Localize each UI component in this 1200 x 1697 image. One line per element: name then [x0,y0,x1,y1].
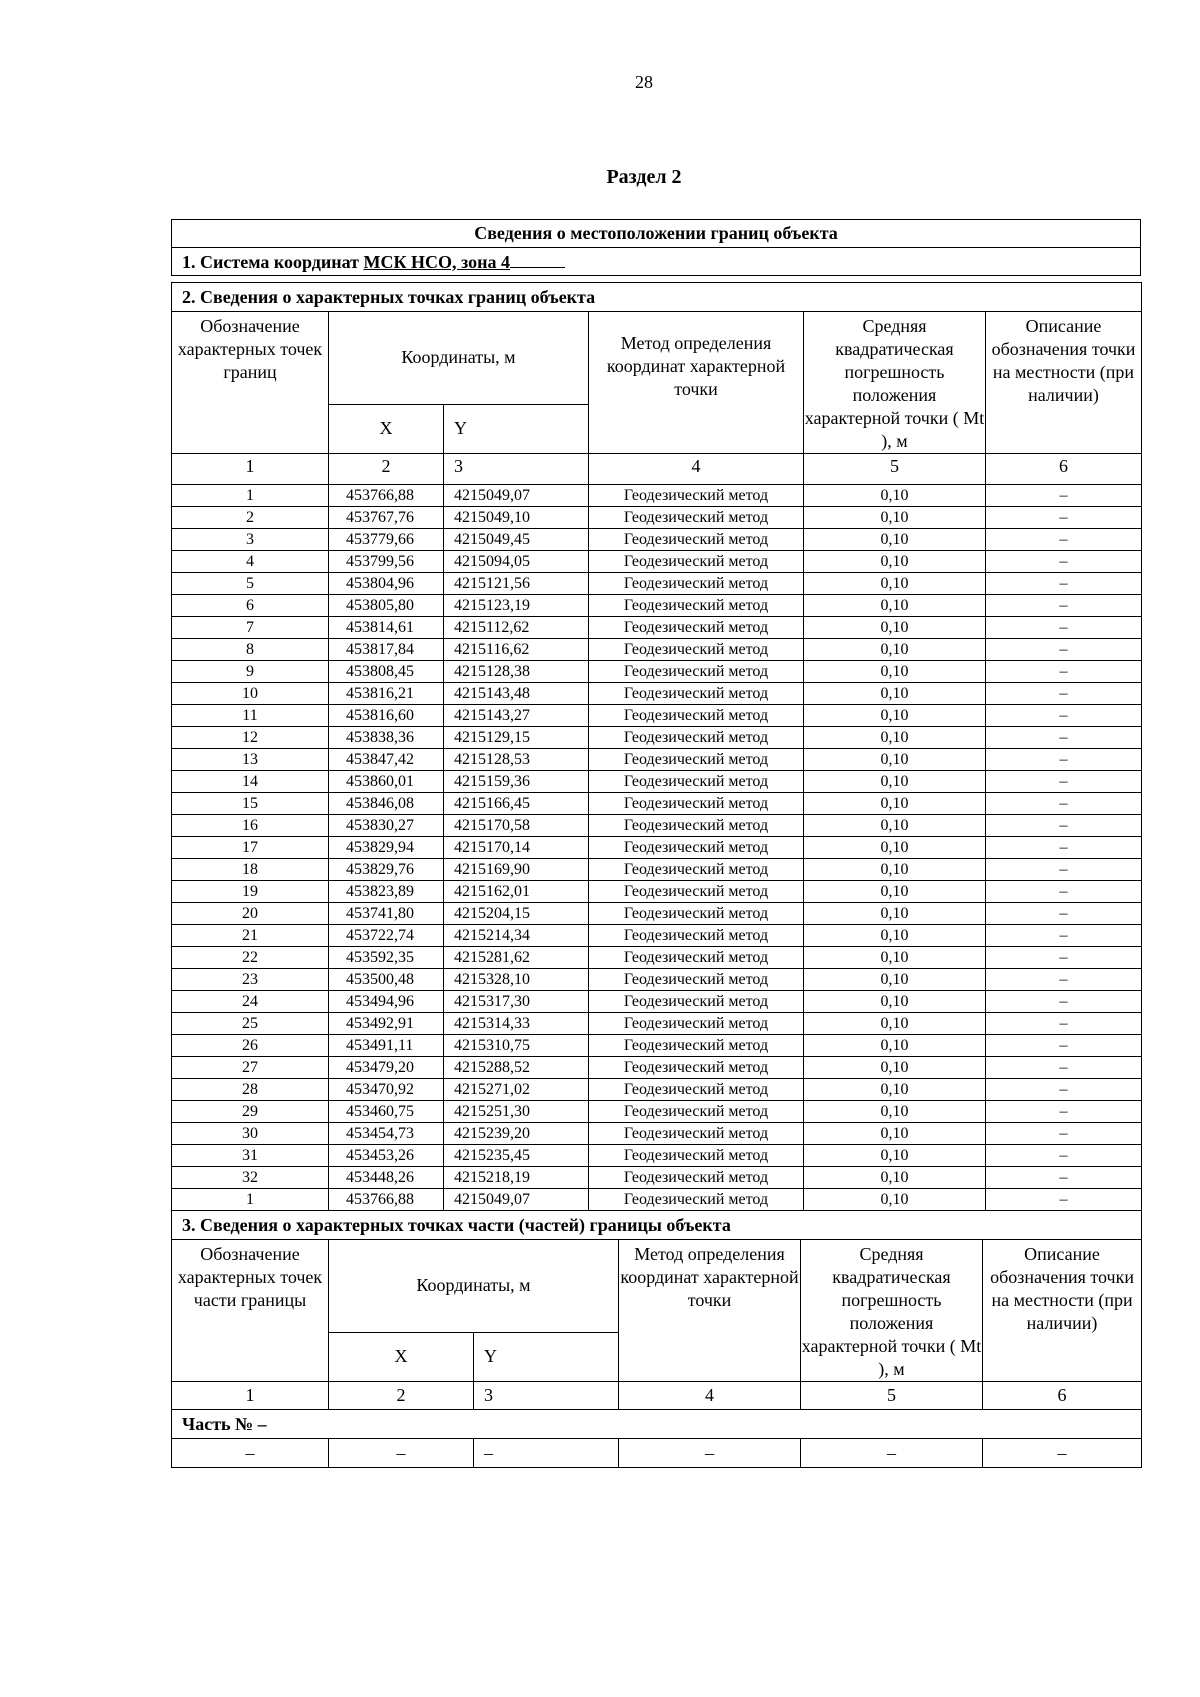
table-cell: – [986,1079,1142,1101]
table-cell: 453479,20 [329,1057,444,1079]
table-cell: 4215281,62 [444,947,589,969]
column-number: 5 [801,1382,983,1410]
table-cell: 0,10 [804,947,986,969]
boundary-points-table [171,282,1142,1211]
table-cell: – [986,485,1142,507]
table-cell: – [986,793,1142,815]
table-cell: Геодезический метод [589,617,804,639]
column-number: 2 [329,1382,474,1410]
column-number: 1 [172,1382,329,1410]
table-cell: 10 [172,683,329,705]
table-cell: Геодезический метод [589,859,804,881]
table-cell: – [986,947,1142,969]
table-row [172,683,1142,705]
table-cell: 8 [172,639,329,661]
table-cell: 0,10 [804,903,986,925]
table-row [172,573,1142,595]
table-cell: 453816,21 [329,683,444,705]
table-cell: 4215128,38 [444,661,589,683]
table-cell: Геодезический метод [589,529,804,551]
table-cell: 4215317,30 [444,991,589,1013]
table-cell: 0,10 [804,837,986,859]
table-cell: 0,10 [804,639,986,661]
table-cell: 7 [172,617,329,639]
header-coordinates: Координаты, м [329,312,589,405]
table-cell: 0,10 [804,573,986,595]
table-cell: 453491,11 [329,1035,444,1057]
table-cell: 0,10 [804,551,986,573]
table-cell: – [986,859,1142,881]
table-cell: 453741,80 [329,903,444,925]
table-cell: Геодезический метод [589,1167,804,1189]
table-row [172,551,1142,573]
table-cell: 4215271,02 [444,1079,589,1101]
table-cell: 453846,08 [329,793,444,815]
table-row [172,793,1142,815]
table-cell: – [986,573,1142,595]
table-cell: 453808,45 [329,661,444,683]
table-row [172,947,1142,969]
table-row [172,639,1142,661]
table-cell: 453494,96 [329,991,444,1013]
table-cell: 4215049,07 [444,1189,589,1211]
empty-cell: – [619,1439,801,1468]
table-cell: 4215214,34 [444,925,589,947]
table-row [172,507,1142,529]
table-cell: 30 [172,1123,329,1145]
section-title: Раздел 2 [606,166,682,188]
table-cell: 453804,96 [329,573,444,595]
column-number: 4 [619,1382,801,1410]
table-cell: 453767,76 [329,507,444,529]
header-designation: Обозначение характерных точек границ [172,312,329,454]
table-cell: Геодезический метод [589,573,804,595]
table-cell: – [986,1035,1142,1057]
column-number: 5 [804,454,986,485]
table-cell: 9 [172,661,329,683]
table-cell: 0,10 [804,727,986,749]
table-row [172,749,1142,771]
coordinate-system-cell [172,248,1141,276]
table-cell: 453492,91 [329,1013,444,1035]
table-cell: 5 [172,573,329,595]
table-row [172,1101,1142,1123]
column-numbers-row [172,454,1142,485]
empty-cell: – [474,1439,619,1468]
table-cell: 453829,76 [329,859,444,881]
header-method: Метод определения координат характерной точки [589,312,804,454]
table-cell: 28 [172,1079,329,1101]
table-cell: Геодезический метод [589,903,804,925]
table-cell: 4215123,19 [444,595,589,617]
table-cell: 0,10 [804,1101,986,1123]
table-cell: 15 [172,793,329,815]
table-cell: – [986,903,1142,925]
header-description: Описание обозначения точки на местности (при наличии) [986,312,1142,454]
table-cell: 4215129,15 [444,727,589,749]
table-row [172,837,1142,859]
table-cell: 4215166,45 [444,793,589,815]
parts-header-designation: Обозначение характерных точек части границы [172,1240,329,1382]
empty-cell: – [801,1439,983,1468]
table-cell: – [986,551,1142,573]
table-row [172,1189,1142,1211]
table-cell: Геодезический метод [589,749,804,771]
table-cell: 0,10 [804,1145,986,1167]
table-cell: Геодезический метод [589,551,804,573]
table-cell: 25 [172,1013,329,1035]
table-cell: – [986,1189,1142,1211]
table-cell: 453838,36 [329,727,444,749]
table-cell: 4215204,15 [444,903,589,925]
empty-cell: – [983,1439,1142,1468]
table-cell: 4215112,62 [444,617,589,639]
table-cell: – [986,969,1142,991]
table-cell: 1 [172,485,329,507]
table-cell: 26 [172,1035,329,1057]
table-cell: Геодезический метод [589,485,804,507]
table-cell: – [986,925,1142,947]
table-cell: 18 [172,859,329,881]
table-cell: 4215049,07 [444,485,589,507]
table-cell: 0,10 [804,969,986,991]
table-cell: – [986,639,1142,661]
table-cell: 0,10 [804,1189,986,1211]
part-boundary-points-table [171,1210,1142,1468]
table-cell: 453847,42 [329,749,444,771]
table-cell: 0,10 [804,1167,986,1189]
table-row [172,1167,1142,1189]
table-cell: 4215094,05 [444,551,589,573]
table-cell: Геодезический метод [589,1057,804,1079]
table-cell: Геодезический метод [589,969,804,991]
table-cell: 0,10 [804,1035,986,1057]
table-cell: 0,10 [804,661,986,683]
table-cell: 0,10 [804,529,986,551]
table-cell: 0,10 [804,1123,986,1145]
table-row [172,815,1142,837]
table-cell: Геодезический метод [589,991,804,1013]
table-cell: 0,10 [804,881,986,903]
table-cell: – [986,507,1142,529]
table-cell: 0,10 [804,595,986,617]
table-cell: 4 [172,551,329,573]
table-cell: Геодезический метод [589,595,804,617]
table-cell: 453470,92 [329,1079,444,1101]
parts-header-description: Описание обозначения точки на местности (при наличии) [983,1240,1142,1382]
table-cell: Геодезический метод [589,639,804,661]
table-cell: 4215170,14 [444,837,589,859]
header-x: X [329,404,444,453]
table-row [172,727,1142,749]
empty-cell: – [172,1439,329,1468]
table-cell: 0,10 [804,617,986,639]
table-cell: 1 [172,1189,329,1211]
table-cell: 4215251,30 [444,1101,589,1123]
table-cell: Геодезический метод [589,683,804,705]
table-row [172,485,1142,507]
header-y: Y [444,404,589,453]
table-cell: 4215121,56 [444,573,589,595]
table-cell: 4215116,62 [444,639,589,661]
column-number: 4 [589,454,804,485]
parts-header-method: Метод определения координат характерной точки [619,1240,801,1382]
table-cell: – [986,617,1142,639]
table-cell: – [986,1057,1142,1079]
table-cell: 4215143,48 [444,683,589,705]
part-label: Часть № – [172,1410,1142,1439]
table-row [172,969,1142,991]
coordinate-system-label: 1. Система координат [182,251,359,272]
table-cell: 453592,35 [329,947,444,969]
table-cell: 4215143,27 [444,705,589,727]
table-cell: 3 [172,529,329,551]
table-cell: 453805,80 [329,595,444,617]
table-row [172,1057,1142,1079]
table-row [172,529,1142,551]
table-cell: 4215314,33 [444,1013,589,1035]
table-cell: Геодезический метод [589,1189,804,1211]
table-cell: Геодезический метод [589,1101,804,1123]
table-cell: – [986,529,1142,551]
table-cell: Геодезический метод [589,793,804,815]
table-cell: 0,10 [804,683,986,705]
table-row [172,859,1142,881]
table-cell: 24 [172,991,329,1013]
table-cell: 4215162,01 [444,881,589,903]
table-cell: Геодезический метод [589,705,804,727]
table-cell: 453829,94 [329,837,444,859]
table-cell: Геодезический метод [589,661,804,683]
table-row [172,1079,1142,1101]
table-row [172,1013,1142,1035]
table-cell: Геодезический метод [589,507,804,529]
table-cell: Геодезический метод [589,1123,804,1145]
table-cell: 4215218,19 [444,1167,589,1189]
table-cell: – [986,1167,1142,1189]
table-cell: 6 [172,595,329,617]
table-cell: Геодезический метод [589,1079,804,1101]
table-cell: 453830,27 [329,815,444,837]
column-number: 3 [474,1382,619,1410]
column-number: 3 [444,454,589,485]
table-cell: 0,10 [804,485,986,507]
table-cell: 29 [172,1101,329,1123]
table-cell: 23 [172,969,329,991]
table-row [172,903,1142,925]
table-cell: – [986,595,1142,617]
object-location-title: Сведения о местоположении границ объекта [172,220,1141,248]
table-row [172,771,1142,793]
table-row [172,1123,1142,1145]
table-cell: 4215239,20 [444,1123,589,1145]
table-cell: 4215310,75 [444,1035,589,1057]
points-section-title: 2. Сведения о характерных точках границ объекта [172,283,1142,312]
empty-cell: – [329,1439,474,1468]
table-cell: 4215170,58 [444,815,589,837]
table-cell: – [986,881,1142,903]
table-cell: – [986,749,1142,771]
table-cell: 453454,73 [329,1123,444,1145]
table-cell: 4215159,36 [444,771,589,793]
table-cell: Геодезический метод [589,771,804,793]
table-cell: Геодезический метод [589,837,804,859]
table-cell: 0,10 [804,771,986,793]
parts-header-x: X [329,1332,474,1381]
table-cell: 453460,75 [329,1101,444,1123]
table-cell: 4215049,45 [444,529,589,551]
parts-column-numbers-row [172,1382,1142,1410]
table-cell: 0,10 [804,1013,986,1035]
table-cell: Геодезический метод [589,727,804,749]
table-cell: – [986,1123,1142,1145]
table-cell: – [986,991,1142,1013]
table-cell: 453722,74 [329,925,444,947]
parts-section-title: 3. Сведения о характерных точках части (частей) границы объекта [172,1211,1142,1240]
table-row [172,617,1142,639]
table-cell: 453814,61 [329,617,444,639]
table-cell: 2 [172,507,329,529]
table-cell: Геодезический метод [589,925,804,947]
underline-fill [510,251,565,268]
parts-empty-row [172,1439,1142,1468]
table-cell: 0,10 [804,859,986,881]
table-cell: 4215128,53 [444,749,589,771]
table-cell: 453816,60 [329,705,444,727]
table-cell: 0,10 [804,1057,986,1079]
table-cell: 453817,84 [329,639,444,661]
table-cell: 4215169,90 [444,859,589,881]
table-cell: 4215049,10 [444,507,589,529]
table-cell: 453448,26 [329,1167,444,1189]
header-accuracy: Средняя квадратическая погрешность положения характерной точки ( Mt ), м [804,312,986,454]
table-row [172,925,1142,947]
table-cell: 19 [172,881,329,903]
table-row [172,1035,1142,1057]
table-row [172,991,1142,1013]
table-cell: 0,10 [804,705,986,727]
table-cell: Геодезический метод [589,1035,804,1057]
table-cell: – [986,1101,1142,1123]
parts-header-y: Y [474,1332,619,1381]
parts-header-coordinates: Координаты, м [329,1240,619,1333]
table-row [172,705,1142,727]
table-cell: 453823,89 [329,881,444,903]
column-number: 2 [329,454,444,485]
column-number: 6 [986,454,1142,485]
table-cell: 21 [172,925,329,947]
table-cell: 20 [172,903,329,925]
table-cell: Геодезический метод [589,947,804,969]
table-cell: Геодезический метод [589,1145,804,1167]
table-cell: – [986,837,1142,859]
table-cell: Геодезический метод [589,1013,804,1035]
page-number: 28 [635,72,653,92]
object-location-header-table [171,219,1141,276]
table-cell: – [986,815,1142,837]
table-cell: 27 [172,1057,329,1079]
table-cell: 4215328,10 [444,969,589,991]
table-cell: 0,10 [804,507,986,529]
table-cell: 453799,56 [329,551,444,573]
table-cell: – [986,727,1142,749]
table-cell: – [986,705,1142,727]
table-cell: 22 [172,947,329,969]
table-cell: 17 [172,837,329,859]
table-cell: 32 [172,1167,329,1189]
table-cell: 0,10 [804,991,986,1013]
table-cell: 4215235,45 [444,1145,589,1167]
table-cell: 453860,01 [329,771,444,793]
table-cell: 453766,88 [329,485,444,507]
table-row [172,661,1142,683]
table-cell: 16 [172,815,329,837]
table-cell: 12 [172,727,329,749]
coordinate-system-value: МСК НСО, зона 4 [363,251,511,272]
column-number: 1 [172,454,329,485]
table-cell: Геодезический метод [589,881,804,903]
table-cell: 0,10 [804,793,986,815]
table-cell: – [986,1013,1142,1035]
table-row [172,595,1142,617]
table-cell: 453779,66 [329,529,444,551]
table-row [172,881,1142,903]
table-row [172,1145,1142,1167]
table-cell: 31 [172,1145,329,1167]
table-cell: – [986,1145,1142,1167]
table-cell: 14 [172,771,329,793]
table-cell: 453453,26 [329,1145,444,1167]
table-cell: – [986,771,1142,793]
table-cell: 4215288,52 [444,1057,589,1079]
table-cell: Геодезический метод [589,815,804,837]
column-number: 6 [983,1382,1142,1410]
table-cell: 13 [172,749,329,771]
table-cell: 0,10 [804,1079,986,1101]
table-cell: – [986,683,1142,705]
table-cell: 453500,48 [329,969,444,991]
table-cell: 11 [172,705,329,727]
parts-header-accuracy: Средняя квадратическая погрешность положения характерной точки ( Mt ), м [801,1240,983,1382]
table-cell: 0,10 [804,815,986,837]
table-cell: – [986,661,1142,683]
table-cell: 453766,88 [329,1189,444,1211]
table-cell: 0,10 [804,925,986,947]
table-cell: 0,10 [804,749,986,771]
